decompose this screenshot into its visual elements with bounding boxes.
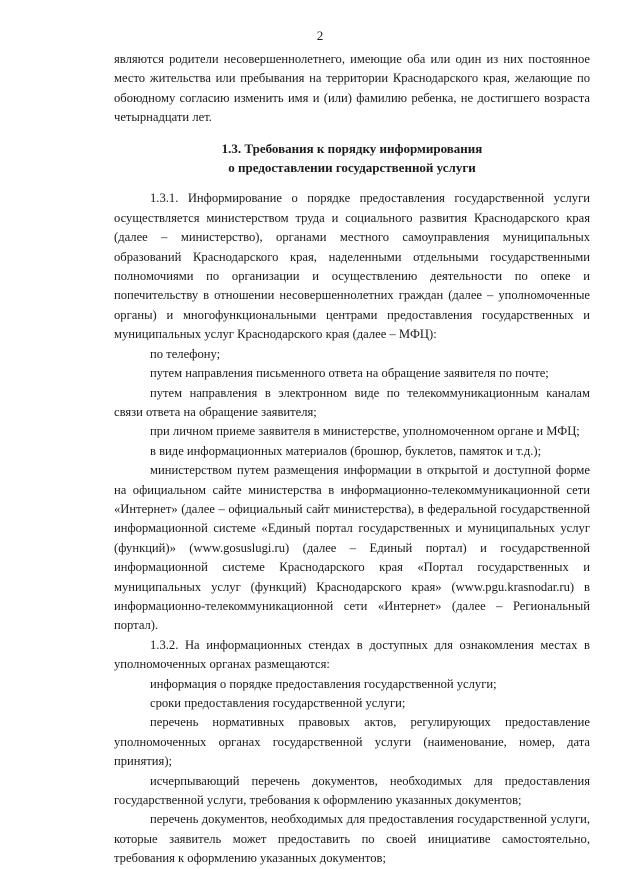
document-body bbox=[114, 50, 590, 869]
list-item-phone: по телефону; bbox=[150, 346, 221, 361]
section-heading-line-2: о предоставлении государственной услуги bbox=[228, 160, 476, 176]
list-item-internet-publication: министерством путем размещения информации в открытой и доступной форме на официальном сайте министерства в информационно-телекоммуникационной сети «Интернет» (далее – официальный сайт министерства), в федеральной государственной информационной системе «Единый портал государственных и муниципальных услуг (функций)» (www.gosuslugi.ru) (далее – Единый портал) и государственной информационной системе Краснодарского края «Портал государственных и муниципальных услуг (функций) Краснодарского края» (www.pgu.krasnodar.ru) в информационно-телекоммуникационной сети «Интернет» (далее – Региональный портал). bbox=[114, 463, 590, 633]
intro-paragraph: являются родители несовершеннолетнего, имеющие оба или один из них постоянное место жительства или пребывания на территории Краснодарского края, желающие по обоюдному согласию изменить имя и (или) фамилию ребенка, не достигшего возраста четырнадцати лет. bbox=[114, 52, 590, 125]
list-item-personal-reception: при личном приеме заявителя в министерстве, уполномоченном органе и МФЦ; bbox=[150, 424, 580, 439]
list-item-required-documents: исчерпывающий перечень документов, необходимых для предоставления государственной услуги, требования к оформлению указанных документов; bbox=[114, 773, 590, 808]
section-heading-line-1: 1.3. Требования к порядку информирования bbox=[221, 140, 483, 156]
list-item-procedure-info: информация о порядке предоставления государственной услуги; bbox=[150, 676, 497, 691]
paragraph-1-3-2: 1.3.2. На информационных стендах в доступных для ознакомления местах в уполномоченных органах размещаются: bbox=[114, 637, 590, 672]
list-item-info-materials: в виде информационных материалов (брошюр, буклетов, памяток и т.д.); bbox=[150, 443, 542, 458]
list-item-optional-documents: перечень документов, необходимых для предоставления государственной услуги, которые заявитель может предоставить по своей инициативе самостоятельно, требования к оформлению указанных документов; bbox=[114, 812, 590, 866]
list-item-deadlines: сроки предоставления государственной услуги; bbox=[150, 696, 406, 710]
page-number: 2 bbox=[316, 28, 324, 43]
list-item-written-reply: путем направления письменного ответа на обращение заявителя по почте; bbox=[150, 366, 549, 381]
paragraph-1-3-1: 1.3.1. Информирование о порядке предоставления государственной услуги осуществляется министерством труда и социального развития Краснодарского края (далее – министерство), органами местного самоуправления муниципальных образований Краснодарского края, наделенными отдельными государственными полномочиями по организации и осуществлению деятельности по опеке и попечительству в отношении несовершеннолетних граждан (далее – уполномоченные органы) и многофункциональными центрами предоставления государственных и муниципальных услуг Краснодарского края (далее – МФЦ): bbox=[114, 191, 590, 342]
list-item-legal-acts: перечень нормативных правовых актов, регулирующих предоставление уполномоченных органах государственной услуги (наименование, номер, дата принятия); bbox=[114, 715, 590, 769]
list-item-electronic-reply: путем направления в электронном виде по телекоммуникационным каналам связи ответа на обращение заявителя; bbox=[114, 385, 590, 419]
section-heading bbox=[114, 139, 590, 178]
